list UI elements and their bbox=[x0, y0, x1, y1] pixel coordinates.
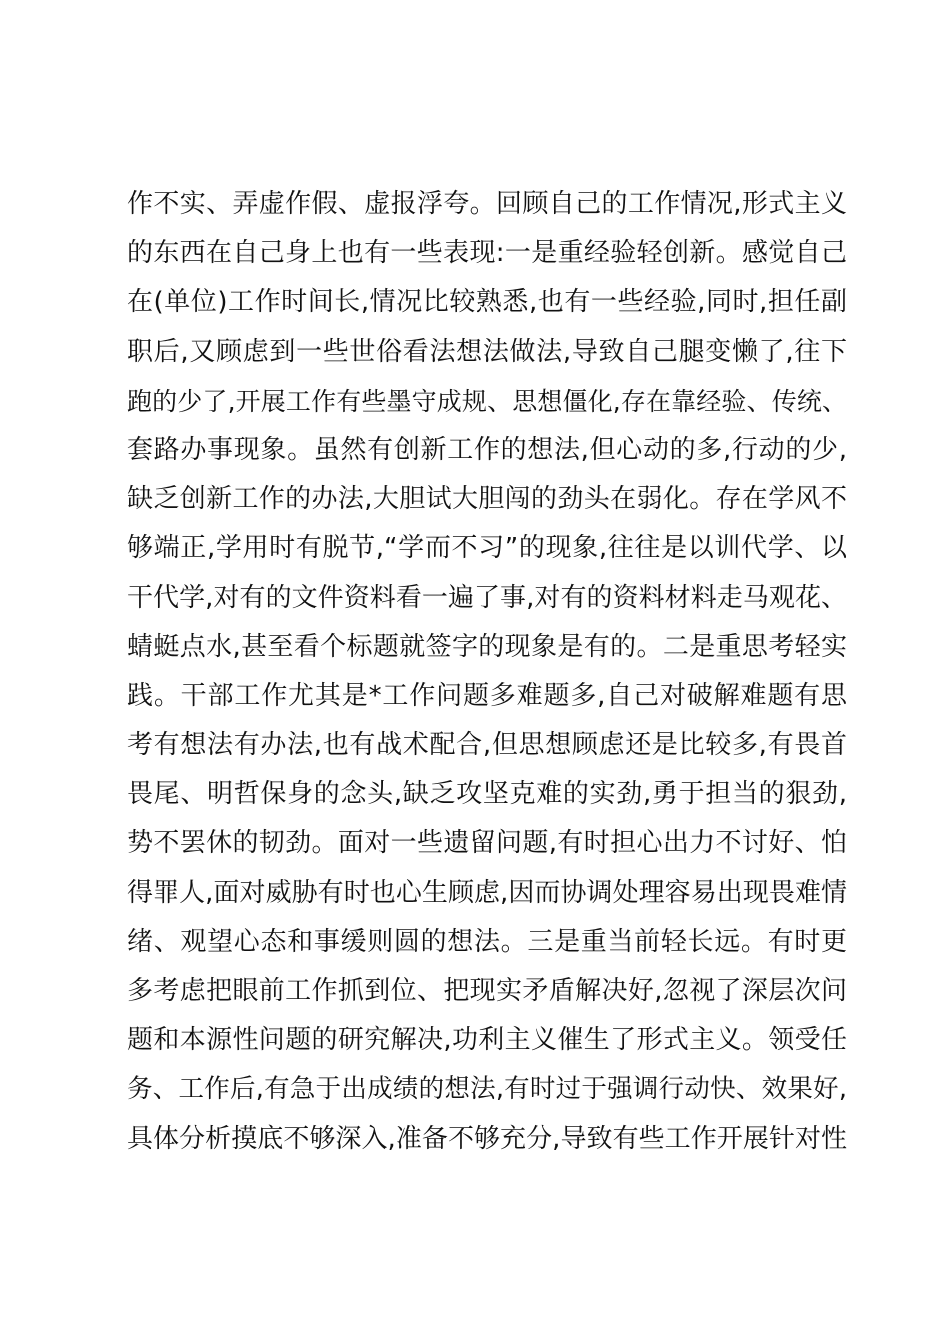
text-line: 题和本源性问题的研究解决,功利主义催生了形式主义。领受任 bbox=[127, 1025, 847, 1056]
text-line: 的东西在自己身上也有一些表现:一是重经验轻创新。感觉自己 bbox=[127, 238, 847, 269]
text-line: 得罪人,面对威胁有时也心生顾虑,因而协调处理容易出现畏难情 bbox=[127, 877, 847, 908]
text-line: 多考虑把眼前工作抓到位、把现实矛盾解决好,忽视了深层次问 bbox=[127, 976, 847, 1006]
text-line: 干代学,对有的文件资料看一遍了事,对有的资料材料走马观花、 bbox=[127, 582, 847, 613]
text-line: 职后,又顾虑到一些世俗看法想法做法,导致自己腿变懒了,往下 bbox=[127, 336, 847, 367]
text-line: 跑的少了,开展工作有些墨守成规、思想僵化,存在靠经验、传统、 bbox=[127, 386, 847, 416]
text-line: 具体分析摸底不够深入,准备不够充分,导致有些工作开展针对性 bbox=[127, 1123, 847, 1154]
text-line: 够端正,学用时有脱节,“学而不习”的现象,往往是以训代学、以 bbox=[127, 533, 847, 564]
text-line: 畏尾、明哲保身的念头,缺乏攻坚克难的实劲,勇于担当的狠劲, bbox=[127, 779, 847, 810]
text-line: 蜻蜓点水,甚至看个标题就签字的现象是有的。二是重思考轻实 bbox=[127, 631, 847, 662]
body-text bbox=[127, 180, 847, 1164]
text-line: 在(单位)工作时间长,情况比较熟悉,也有一些经验,同时,担任副 bbox=[127, 287, 847, 318]
text-line: 考有想法有办法,也有战术配合,但思想顾虑还是比较多,有畏首 bbox=[127, 730, 847, 761]
text-line: 践。干部工作尤其是*工作问题多难题多,自己对破解难题有思 bbox=[127, 680, 847, 711]
text-line: 套路办事现象。虽然有创新工作的想法,但心动的多,行动的少, bbox=[127, 434, 847, 465]
text-line: 务、工作后,有急于出成绩的想法,有时过于强调行动快、效果好, bbox=[127, 1074, 847, 1105]
text-line: 势不罢休的韧劲。面对一些遗留问题,有时担心出力不讨好、怕 bbox=[127, 828, 847, 859]
text-line: 绪、观望心态和事缓则圆的想法。三是重当前轻长远。有时更 bbox=[127, 926, 847, 957]
text-line: 缺乏创新工作的办法,大胆试大胆闯的劲头在弱化。存在学风不 bbox=[127, 484, 847, 515]
text-line: 作不实、弄虚作假、虚报浮夸。回顾自己的工作情况,形式主义 bbox=[127, 189, 847, 219]
